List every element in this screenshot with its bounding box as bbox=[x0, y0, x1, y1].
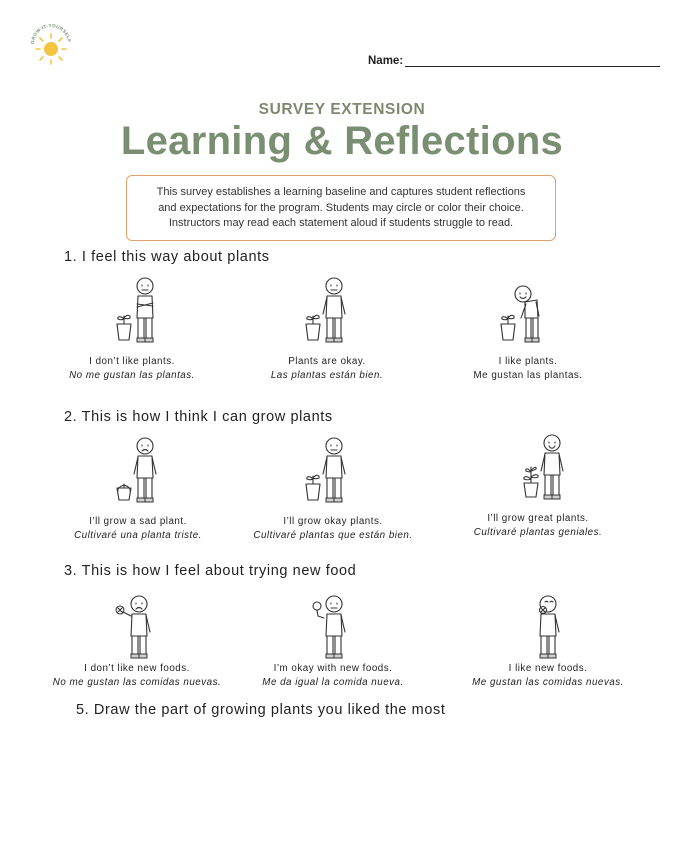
question-3-option-1-illustration[interactable] bbox=[107, 590, 167, 662]
option-text-spanish: Cultivaré una planta triste. bbox=[74, 530, 202, 541]
question-3-option-1-caption[interactable] bbox=[32, 662, 242, 690]
option-text-english: I’m okay with new foods. bbox=[273, 663, 393, 674]
question-1-label: 1. I feel this way about plants bbox=[64, 249, 270, 265]
boy-disliking-food-icon bbox=[107, 590, 167, 662]
question-2-option-1-illustration[interactable] bbox=[113, 434, 173, 506]
question-3-option-3-illustration[interactable] bbox=[518, 590, 578, 662]
intro-line-2: and expectations for the program. Students may circle or color their choice. bbox=[158, 201, 524, 214]
option-text-english: I like plants. bbox=[498, 356, 558, 367]
grow-it-yourself-logo bbox=[28, 24, 74, 70]
option-text-english: I’ll grow okay plants. bbox=[283, 516, 383, 527]
question-2-option-2-illustration[interactable] bbox=[298, 434, 358, 506]
option-text-spanish: Cultivaré plantas geniales. bbox=[473, 527, 603, 538]
option-text-english: Plants are okay. bbox=[288, 356, 366, 367]
question-1-option-3-caption[interactable] bbox=[423, 355, 633, 383]
option-text-spanish: No me gustan las plantas. bbox=[69, 370, 195, 381]
question-2-option-3-caption[interactable] bbox=[433, 512, 643, 540]
question-3-option-3-caption[interactable] bbox=[443, 662, 653, 690]
option-text-english: I don’t like plants. bbox=[89, 356, 175, 367]
question-1-option-1-illustration[interactable] bbox=[113, 274, 173, 346]
option-text-english: I’ll grow a sad plant. bbox=[89, 516, 187, 527]
boy-holding-food-icon bbox=[300, 590, 360, 662]
intro-line-1: This survey establishes a learning baseline and captures student reflections bbox=[156, 186, 526, 198]
boy-with-sad-plant-icon bbox=[113, 434, 173, 506]
boy-with-okay-plant-icon bbox=[298, 434, 358, 506]
boy-eating-food-icon bbox=[518, 590, 578, 662]
question-3-option-2-illustration[interactable] bbox=[300, 590, 360, 662]
name-field[interactable] bbox=[368, 54, 660, 67]
question-2-option-1-caption[interactable] bbox=[33, 515, 243, 543]
option-text-spanish: Me da igual la comida nueva. bbox=[262, 677, 404, 688]
logo-text: GROW-IT-YOURSELF bbox=[29, 24, 72, 45]
question-2-option-2-caption[interactable] bbox=[228, 515, 438, 543]
question-1-option-1-caption[interactable] bbox=[27, 355, 237, 383]
option-text-english: I don’t like new foods. bbox=[84, 663, 190, 674]
section-eyebrow: SURVEY EXTENSION bbox=[258, 101, 426, 118]
option-text-english: I like new foods. bbox=[508, 663, 588, 674]
option-text-spanish: Me gustan las comidas nuevas. bbox=[472, 677, 624, 688]
question-2-label: 2. This is how I think I can grow plants bbox=[64, 409, 333, 425]
option-text-english: I’ll grow great plants. bbox=[487, 513, 589, 524]
boy-leaning-to-plant-icon bbox=[495, 274, 555, 346]
name-line[interactable] bbox=[405, 54, 660, 67]
name-label: Name: bbox=[368, 55, 404, 67]
question-1-option-3-illustration[interactable] bbox=[495, 274, 555, 346]
page-title: Learning & Reflections bbox=[120, 119, 564, 163]
option-text-spanish: Las plantas están bien. bbox=[270, 370, 384, 381]
option-text-spanish: Cultivaré plantas que están bien. bbox=[253, 530, 413, 541]
drawing-area[interactable] bbox=[60, 728, 624, 848]
question-3-option-2-caption[interactable] bbox=[228, 662, 438, 690]
sun-icon bbox=[28, 24, 74, 70]
question-2-option-3-illustration[interactable] bbox=[520, 431, 580, 503]
intro-box bbox=[126, 175, 556, 241]
question-1-option-2-caption[interactable] bbox=[222, 355, 432, 383]
option-text-spanish: Me gustan las plantas. bbox=[473, 370, 583, 381]
boy-arms-crossed-with-plant-icon bbox=[113, 274, 173, 346]
option-text-spanish: No me gustan las comidas nuevas. bbox=[52, 677, 222, 688]
question-1-option-2-illustration[interactable] bbox=[298, 274, 358, 346]
question-5-label: 5. Draw the part of growing plants you liked the most bbox=[76, 702, 446, 718]
intro-line-3: Instructors may read each statement aloud if students struggle to read. bbox=[168, 217, 514, 229]
boy-with-great-plant-icon bbox=[520, 431, 580, 503]
boy-standing-with-plant-icon bbox=[298, 274, 358, 346]
question-3-label: 3. This is how I feel about trying new food bbox=[64, 563, 357, 579]
